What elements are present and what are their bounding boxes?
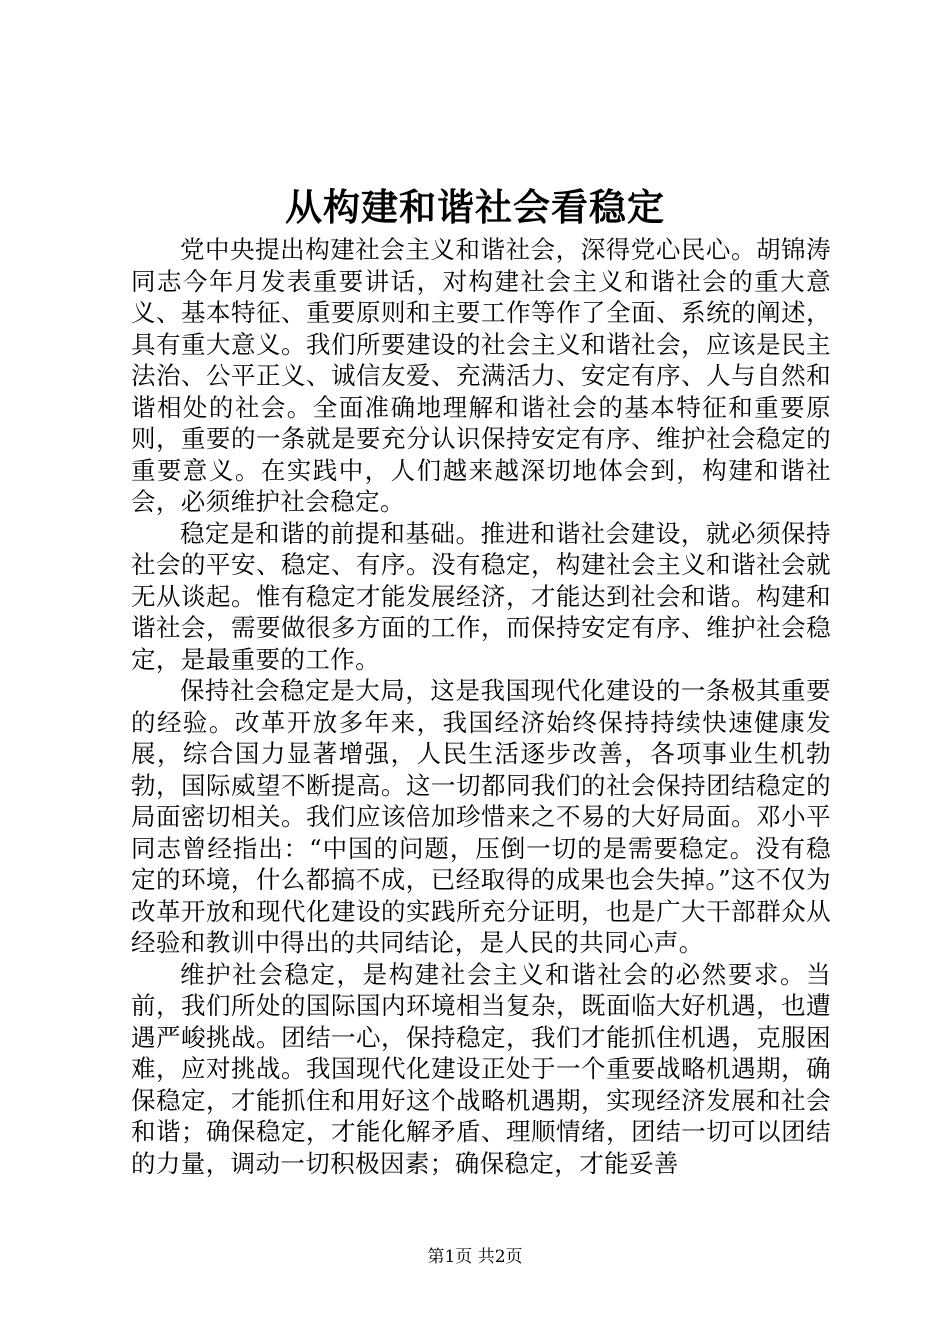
document-body xyxy=(131,234,831,1179)
paragraph-1: 党中央提出构建社会主义和谐社会，深得党心民心。胡锦涛同志今年月发表重要讲话，对构建社会主义和谐社会的重大意义、基本特征、重要原则和主要工作等作了全面、系统的阐述，具有重大意义。我们所要建设的社会主义和谐社会，应该是民主法治、公平正义、诚信友爱、充满活力、安定有序、人与自然和谐相处的社会。全面准确地理解和谐社会的基本特征和重要原则，重要的一条就是要充分认识保持安定有序、维护社会稳定的重要意义。在实践中，人们越来越深切地体会到，构建和谐社会，必须维护社会稳定。 xyxy=(131,235,831,516)
paragraph-4: 维护社会稳定，是构建社会主义和谐社会的必然要求。当前，我们所处的国际国内环境相当复杂，既面临大好机遇，也遭遇严峻挑战。团结一心，保持稳定，我们才能抓住机遇，克服困难，应对挑战。我国现代化建设正处于一个重要战略机遇期，确保稳定，才能抓住和用好这个战略机遇期，实现经济发展和社会和谐；确保稳定，才能化解矛盾、理顺情绪，团结一切可以团结的力量，调动一切积极因素；确保稳定，才能妥善 xyxy=(131,959,831,1178)
paragraph-3: 保持社会稳定是大局，这是我国现代化建设的一条极其重要的经验。改革开放多年来，我国经济始终保持持续快速健康发展，综合国力显著增强，人民生活逐步改善，各项事业生机勃勃，国际威望不断提高。这一切都同我们的社会保持团结稳定的局面密切相关。我们应该倍加珍惜来之不易的大好局面。邓小平同志曾经指出：“中国的问题，压倒一切的是需要稳定。没有稳定的环境，什么都搞不成，已经取得的成果也会失掉。”这不仅为改革开放和现代化建设的实践所充分证明，也是广大干部群众从经验和教训中得出的共同结论，是人民的共同心声。 xyxy=(131,676,831,957)
paragraph-2: 稳定是和谐的前提和基础。推进和谐社会建设，就必须保持社会的平安、稳定、有序。没有稳定，构建社会主义和谐社会就无从谈起。惟有稳定才能发展经济，才能达到社会和谐。构建和谐社会，需要做很多方面的工作，而保持安定有序、维护社会稳定，是最重要的工作。 xyxy=(131,518,831,674)
page-number-footer: 第1页 共2页 xyxy=(427,1247,523,1267)
page-title: 从构建和谐社会看稳定 xyxy=(285,185,665,229)
